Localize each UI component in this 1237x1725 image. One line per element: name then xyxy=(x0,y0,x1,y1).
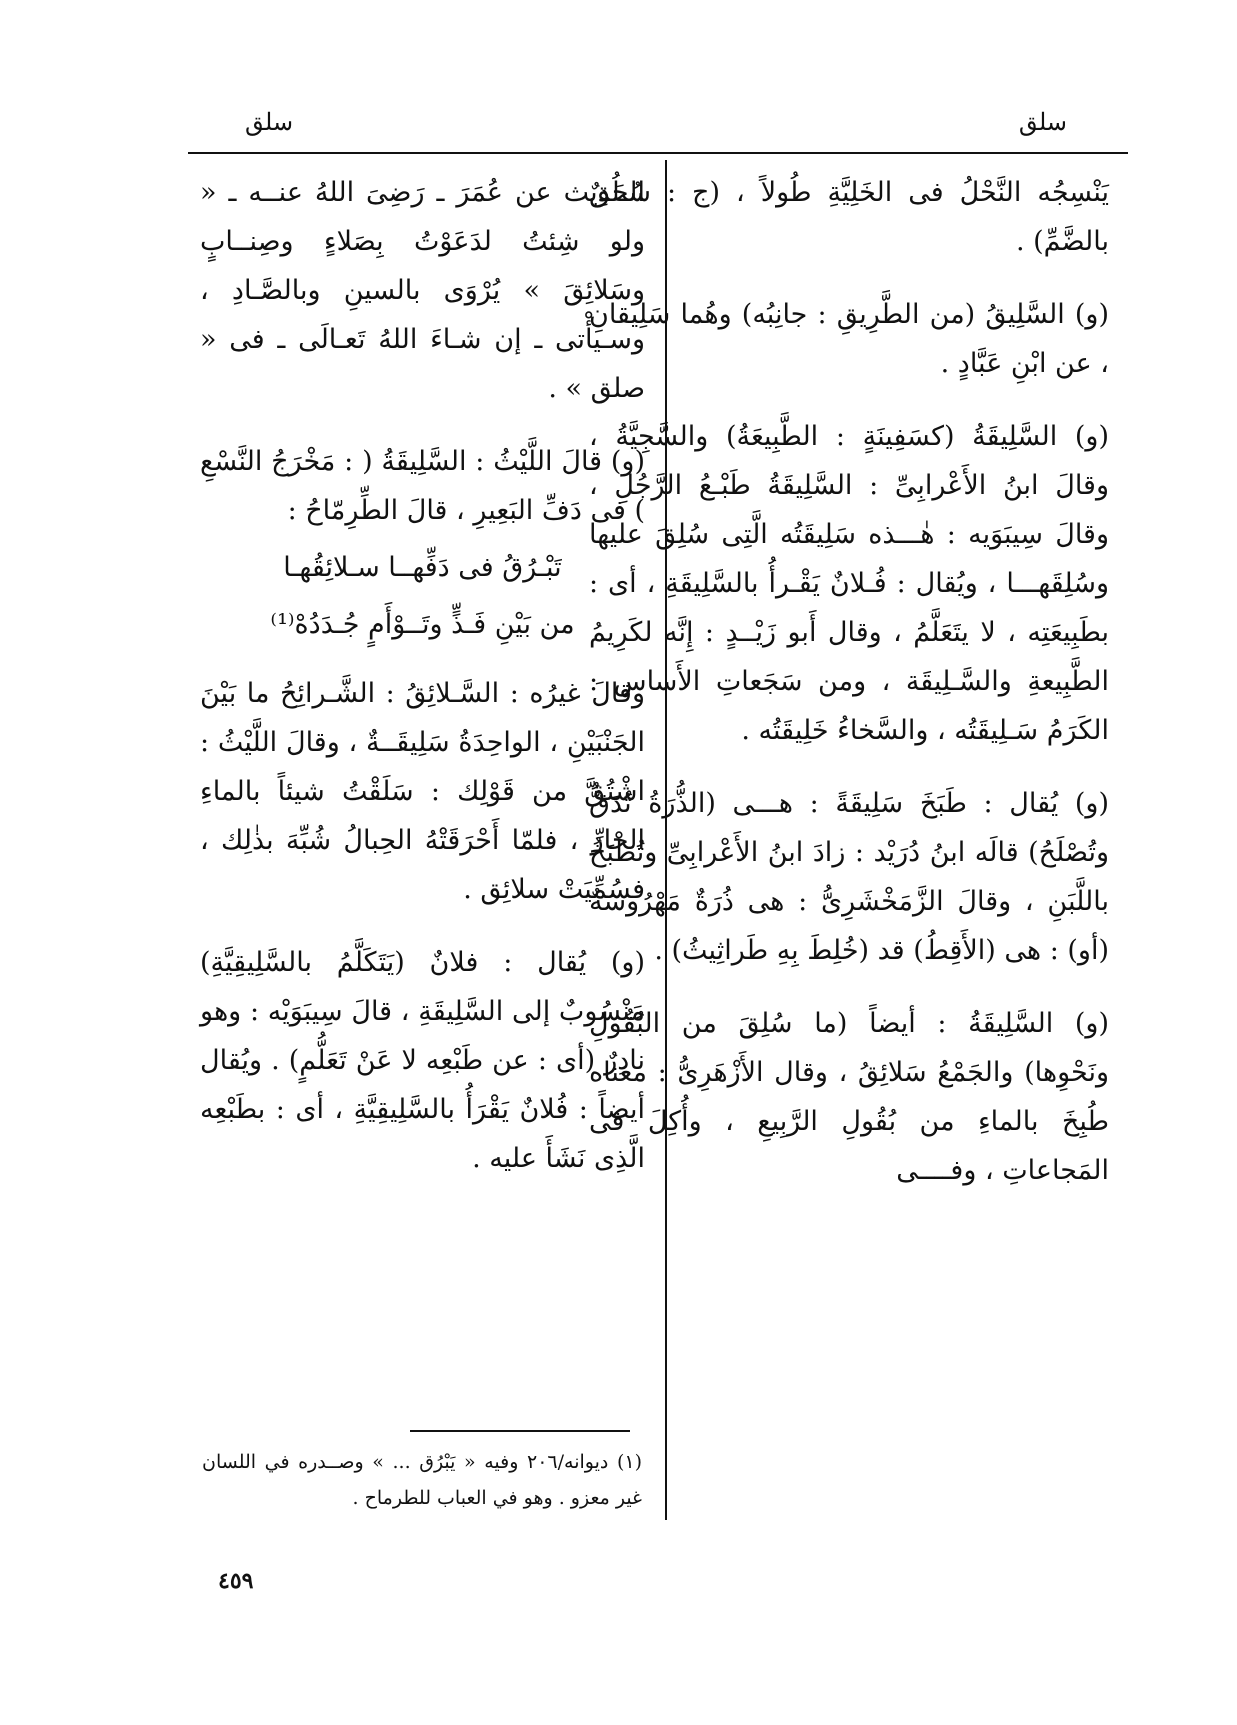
entry-paragraph: (و) يُقال : فلانٌ (يَتَكَلَّمُ بالسَّلِيقِيَّةِ) مَنْسُوبٌ إلى السَّلِيقَةِ ، قالَ سِيبَوَيْه : وهو نادِرٌ (أى : عن طَبْعِه لا عَنْ تَعَلُّمٍ) . ويُقال أيضاً : فُلانٌ يَقْرَأُ بالسَّلِيقِيَّةِ ، أى : بطَبْعِه الَّذِى نَشَأَ عليه . xyxy=(200,947,645,1174)
poetry-verse: تَبْـرُقُ فى دَفِّهــا سـلائِقُهـا xyxy=(283,552,562,583)
entry-paragraph: (و) السَّلِيقَةُ (كسَفِينَةٍ : الطَّبِيعَةُ) والسَّجِيَّةُ ، وقالَ ابنُ الأَعْرابِىِّ : السَّلِيقَةُ طَبْـعُ الرَّجُلِ ، وقالَ سِيبَوَيه : هٰـــذه سَلِيقَتُه الَّتِى سُلِقَ عليها وسُلِقَهـــا ، ويُقال : فُـلانٌ يَقْـرأُ بالسَّلِيقَةِ ، أى : بطَبِيعَتِه ، لا يتَعَلَّمُ ، وقال أَبو زَيْــدٍ : إِنَّه لكَرِيمُ الطَّبِيعةِ والسَّـلِيقَة ، ومن سَجَعاتِ الأَساس : الكَرَمُ سَـلِيقَتُه ، والسَّخاءُ خَلِيقَتُه . xyxy=(589,421,1109,746)
footnote: (١) ديوانه/٢٠٦ وفيه « يَبْرُق ... » وصــدره في اللسان غير معزو . وهو في العباب للطرماح . xyxy=(202,1451,643,1509)
footnote-rule xyxy=(410,1430,630,1432)
left-column xyxy=(200,168,645,1207)
running-header-left: سلق xyxy=(245,108,294,136)
entry-paragraph: يَنْسِجُه النَّحْلُ فى الخَلِيَّةِ طُولاً ، (ج : سُـلُقٌ بالضَّمِّ) . xyxy=(589,177,1109,257)
entry-paragraph: (و) يُقال : طَبَخَ سَلِيقَةً : هـــى (الذُّرَةُ تُدَقُّ وتُصْلَحُ) قالَه ابنُ دُرَيْد : زادَ ابنُ الأَعْرابِىِّ وتُطْبَخُ باللَّبَنِ ، وقالَ الزَّمَخْشَرِىُّ : هى ذُرَةٌ مَهْرُوسَةٌ (أو) : هى (الأَقِطُ) قد (خُلِطَ بِهِ طَراثِيثُ) . xyxy=(589,788,1109,966)
poetry-verse: من بَيْنِ فَـذٍّ وتَــوْأَمٍ جُـدَدُهْ⁽¹⁾ xyxy=(270,609,575,640)
entry-paragraph: وقالَ غيرُه : السَّـلائِقُ : الشَّـرائِحُ ما بَيْنَ الجَنْبَيْنِ ، الواحِدَةُ سَلِيقَــةٌ ، وقالَ اللَّيْثُ : اشْتُقَّ من قَوْلِك : سَلَقْتُ شيئاً بالماءِ الحارِّ ، فلمّا أَحْرَقَتْهُ الحِبالُ شُبِّهَ بذٰلِك ، فسُمِّيَتْ سلائِق . xyxy=(200,678,645,905)
page-number: ٤٥٩ xyxy=(218,1568,254,1594)
running-header-right: سلق xyxy=(1018,108,1067,136)
header-rule xyxy=(188,152,1128,154)
entry-paragraph: (و) السَّلِيقَةُ : أيضاً (ما سُلِقَ من البُقُولِ ونَحْوِها) والجَمْعُ سَلائِقُ ، وقال الأَزْهَرِىُّ : معناه طُبِخَ بالماءِ من بُقُولِ الرَّبِيعِ ، وأُكِلَ فى المَجاعاتِ ، وفــــى xyxy=(589,1008,1109,1186)
entry-paragraph: الحَدِيث عن عُمَرَ ـ رَضِىَ اللهُ عنــه ـ « ولو شِئتُ لدَعَوْتُ بِصَلاءٍ وصِنــابٍ وسَلائِقَ » يُرْوَى بالسينِ وبالصَّـادِ ، وسـيأْتى ـ إن شـاءَ اللهُ تَعـالَى ـ فى « صلق » . xyxy=(200,177,645,404)
entry-paragraph: (و) قالَ اللَّيْثُ : السَّلِيقَةُ ( : مَخْرَجُ النَّسْعِ ) فى دَفِّ البَعِيرِ ، قالَ الطِّرِمّاحُ : xyxy=(200,446,645,526)
right-column xyxy=(589,168,1109,1219)
entry-paragraph: (و) السَّلِيقُ (من الطَّرِيقِ : جانِبُه) وهُما سَلِيقانِ ، عن ابْنِ عَبَّادٍ . xyxy=(589,299,1109,379)
